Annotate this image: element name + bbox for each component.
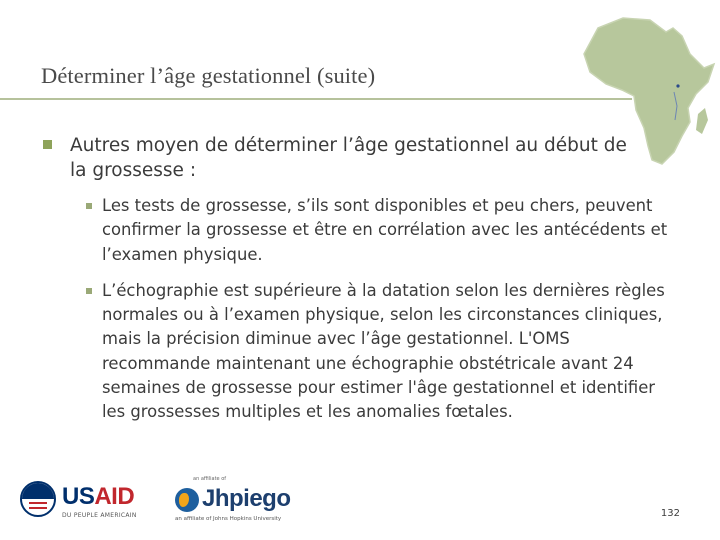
jhpiego-tagline: an affiliate of Johns Hopkins University — [175, 516, 282, 522]
page-number: 132 — [660, 508, 680, 519]
usaid-logo — [20, 480, 148, 524]
square-bullet-icon — [86, 203, 92, 209]
sub-bullet-item — [86, 194, 676, 267]
usaid-wordmark: USAID — [62, 483, 135, 510]
jhpiego-wordmark: Jhpiego — [202, 485, 291, 512]
globe-icon — [175, 488, 199, 512]
sub-bullet-list — [86, 194, 676, 437]
title-divider — [0, 98, 632, 100]
square-bullet-icon — [43, 140, 52, 149]
slide-title: Déterminer l’âge gestationnel (suite) — [41, 63, 376, 88]
jhpiego-topline: an affiliate of — [193, 476, 227, 482]
main-bullet-text: Autres moyen de déterminer l’âge gestationnel au début de la grossesse : — [70, 135, 627, 181]
jhpiego-logo — [168, 476, 291, 524]
main-bullet — [43, 133, 633, 183]
sub-bullet-text: L’échographie est supérieure à la datation selon les dernières règles normales ou à l’examen physique, selon les circonstances cliniques, mais la précision diminue avec l’âge gestationnel. L'OMS recommande maintenant une échographie obstétricale avant 24 semaines de grossesse pour estimer l'âge gestationnel et identifier les grossesses multiples et les anomalies fœtales. — [102, 280, 665, 422]
usaid-tagline: DU PEUPLE AMERICAIN — [62, 512, 137, 519]
square-bullet-icon — [86, 288, 92, 294]
sub-bullet-item — [86, 279, 676, 425]
usaid-seal-icon — [20, 481, 56, 517]
sub-bullet-text: Les tests de grossesse, s’ils sont disponibles et peu chers, peuvent confirmer la grossesse et être en corrélation avec les antécédents et l’examen physique. — [102, 196, 668, 264]
